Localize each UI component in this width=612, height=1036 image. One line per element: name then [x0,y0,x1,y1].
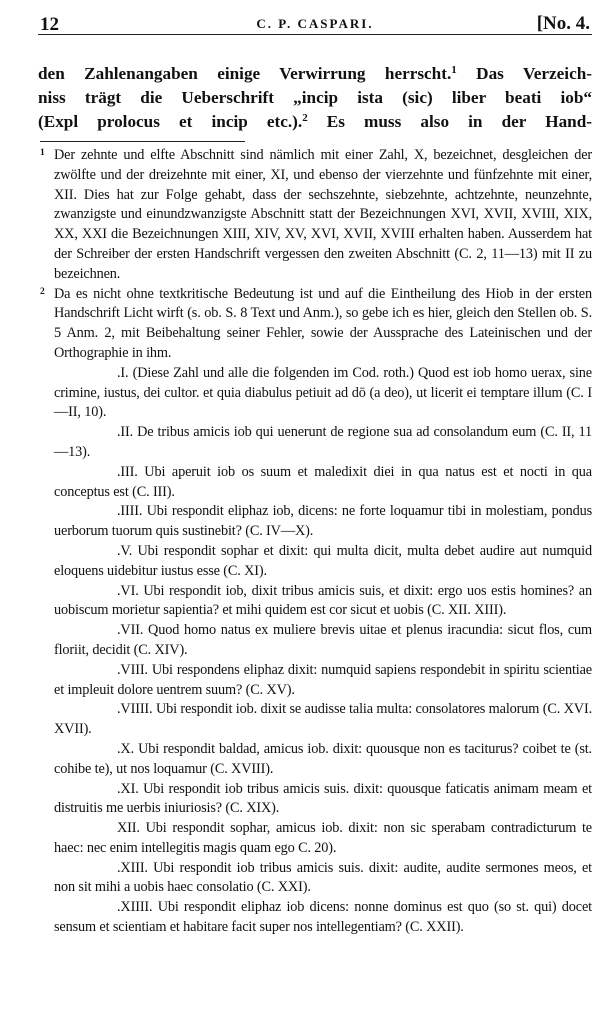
entry-5: .V. Ubi respondit sophar et dixit: qui multa dicit, multa debet audire aut numquid eloquens uidebitur iustus esse (C. XI). [54,542,592,579]
footnote-mark-1: 1 [40,148,45,158]
entry-9: .VIIII. Ubi respondit iob. dixit se audisse talia multa: consolatores malorum (C. XVI. XVII). [54,701,592,738]
footnote-ref-2: 2 [302,112,308,124]
footnote-text-2: Da es nicht ohne textkritische Bedeutung ist und auf die Eintheilung des Hiob in der ersten Handschrift Licht wirft (s. ob. S. 8 Text und Anm.), so gebe ich es hier, gleich den Stellen ob. S. 5 Anm. 2, mit Beibehaltung seiner Fehler, sowie der Aussprache des Lateinischen und der Orthographie in ihm. [54,285,592,361]
entry-2: .II. De tribus amicis iob qui uenerunt de regione sua ad consolandum eum (C. II, 11—13). [54,424,592,460]
entry-7: .VII. Quod homo natus ex muliere brevis uitae et plenus iracundia: sicut flos, cum floriit, decidit (C. XIV). [54,622,592,658]
entry-3: .III. Ubi aperuit iob os suum et maledixit diei in qua natus est et nocti in qua conceptus est (C. III). [54,463,592,500]
footnote-ref-1: 1 [451,64,457,76]
entry-10: .X. Ubi respondit baldad, amicus iob. dixit: quousque non es taciturus? coibet te (st. cohibe te), ut nos loquamur (C. XVIII). [54,740,592,777]
page-number: 12 [40,14,59,35]
entry-8: .VIII. Ubi respondens eliphaz dixit: numquid sapiens respondebit in spiritu scientiae et impleuit dolore uentrem suum? (C. XV). [54,661,592,698]
entry-11: .XI. Ubi respondit iob tribus amicis suis. dixit: quousque faticatis animam meam et distruitis me uerbis iniuriosis? (C. XIX). [54,780,592,817]
running-title: C. P. CASPARI. [256,16,374,31]
entry-13: .XIII. Ubi respondit iob tribus amicis suis. dixit: audite, audite sermones meos, et non sit mihi a uobis haec consolatio (C. XXI). [54,859,592,896]
page-header [38,8,592,35]
main-line-2: niss trägt die Ueberschrift „incip ista (sic) liber beati iob“ [38,88,592,107]
main-line-1: den Zahlenangaben einige Verwirrung herrscht.$^1$ Das Verzeich- [38,64,592,83]
main-line-3: (Expl prolocus et incip etc.).$^2$ Es muss also in der Hand- [38,112,592,131]
footnotes [40,146,592,938]
footnote-2 [40,285,592,364]
footnote-1 [40,146,592,285]
footnote-mark-2: 2 [40,286,45,297]
entry-4: .IIII. Ubi respondit eliphaz iob, dicens: ne forte loquamur tibi in molestiam, pondus uerborum tuorum quis sustinebit? (C. IV—X). [54,503,592,540]
footnote-text-1: Der zehnte und elfte Abschnitt sind nämlich mit einer Zahl, X, bezeichnet, desgleichen der zwölfte und der dreizehnte mit einer, XI, und ebenso der vierzehnte und fünfzehnte mit einer, XII. Dies hat zur Folge gehabt, dass der sechszehnte, siebzehnte, achtzehnte, neunzehnte, zwanzigste und einundzwanzigste Abschnitt statt der Bezeichnungen XVI, XVII, XVIII, XIX, XX, XXI die Bezeichnungen XIII, XIV, XV, XVI, XVII, XVIII erhalten haben. Ausserdem hat der Schreiber der ersten Handschrift vergessen den zweiten Abschnitt (C. 2, 11—13) mit II zu bezeichnen. [54,147,592,282]
entry-1: .I. (Diese Zahl und alle die folgenden im Cod. roth.) Quod est iob homo uerax, sine crimine, iustus, dei cultor. et quia diabulus petiuit ad dō (a deo), ut licerit ei temptare illum (C. I—II, 10). [54,364,592,421]
issue-number: [No. 4. [536,13,590,34]
entry-14: .XIIII. Ubi respondit eliphaz iob dicens: nonne dominus est quo (so st. qui) docet sensum et scientiam et habitare facit super nos intellegentiam? (C. XXII). [54,899,592,936]
footnote-rule [40,141,245,142]
entry-12: XII. Ubi respondit sophar, amicus iob. dixit: non sic sperabam contradicturum te haec: nec enim intellegitis magis quam ego C. 20). [54,820,592,856]
entry-6: .VI. Ubi respondit iob, dixit tribus amicis suis, et dixit: ergo uos estis homines? an uobiscum morietur sapientia? et mihi quidem est cor sicut et uobis (C. XII. XIII). [54,582,592,619]
main-text [38,62,592,134]
